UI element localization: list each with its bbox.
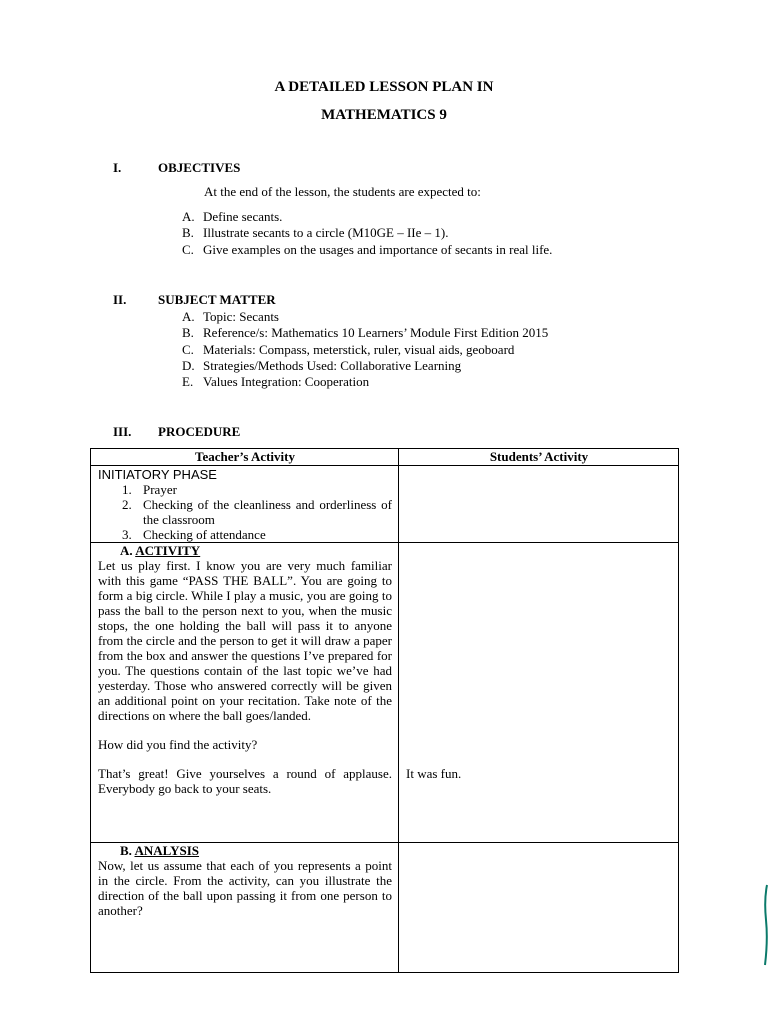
- initiatory-phase-heading: INITIATORY PHASE: [98, 467, 217, 482]
- table-header-row: [91, 449, 679, 466]
- initiatory-list: [98, 482, 392, 542]
- subject-matter-number: II.: [113, 292, 127, 307]
- subject-matter-list: [182, 309, 548, 390]
- list-item: 3. Checking of attendance: [122, 527, 266, 542]
- objectives-number: I.: [113, 160, 122, 175]
- column-header-students: Students’ Activity: [399, 449, 679, 466]
- table-row: [91, 543, 679, 843]
- activity-paragraph: Let us play first. I know you are very much familiar with this game “PASS THE BALL”. You are going to form a big circle. While I play a music, you are going to pass the ball to the person next to you, when the music stops, the one holding the ball will pass it to anyone from the circle and the person to get it will draw a paper from the box and answer the questions I’ve prepared for you. The questions contain of the last topic we’ve had yesterday. Those who answered correctly will be given an additional point on your recitation. Take note of the directions on where the ball goes/landed.: [98, 558, 392, 723]
- student-response: It was fun.: [406, 766, 462, 781]
- list-item: E. Values Integration: Cooperation: [182, 374, 370, 390]
- activity-heading: A. ACTIVITY: [120, 543, 201, 558]
- title-line-1: A DETAILED LESSON PLAN IN: [274, 79, 494, 95]
- activity-closing: That’s great! Give yourselves a round of applause. Everybody go back to your seats.: [98, 766, 392, 796]
- list-item: D. Strategies/Methods Used: Collaborative Learning: [182, 357, 462, 373]
- analysis-cell: [91, 843, 399, 973]
- list-item: 2. Checking of the cleanliness and orderliness of the classroom: [122, 497, 392, 527]
- procedure-table: [90, 448, 679, 973]
- column-header-teacher: Teacher’s Activity: [91, 449, 399, 466]
- page-edge-mark: [764, 880, 768, 970]
- analysis-heading: B. ANALYSIS: [120, 843, 200, 858]
- analysis-paragraph: Now, let us assume that each of you represents a point in the circle. From the activity, can you illustrate the direction of the ball upon passing it from one person to another?: [98, 858, 392, 918]
- subject-matter-heading: SUBJECT MATTER: [158, 292, 276, 307]
- list-item: 1. Prayer: [122, 482, 177, 497]
- title-line-2: MATHEMATICS 9: [321, 107, 447, 123]
- procedure-number: III.: [113, 424, 132, 439]
- list-item: C. Materials: Compass, meterstick, ruler, visual aids, geoboard: [182, 341, 515, 357]
- list-item: A. Topic: Secants: [182, 309, 279, 324]
- analysis-students-cell: [399, 843, 679, 973]
- objectives-intro: At the end of the lesson, the students are expected to:: [204, 184, 481, 199]
- objectives-list: [182, 209, 552, 258]
- activity-cell: [91, 543, 399, 843]
- list-item: B. Reference/s: Mathematics 10 Learners’ Module First Edition 2015: [182, 325, 549, 341]
- activity-question: How did you find the activity?: [98, 737, 258, 752]
- table-row: [91, 466, 679, 543]
- objectives-heading: OBJECTIVES: [158, 160, 241, 175]
- activity-students-cell: [399, 543, 679, 843]
- list-item: C. Give examples on the usages and importance of secants in real life.: [182, 241, 553, 257]
- initiatory-students-cell: [399, 466, 679, 543]
- table-row: [91, 843, 679, 973]
- list-item: A. Define secants.: [182, 209, 283, 224]
- list-item: B. Illustrate secants to a circle (M10GE – IIe – 1).: [182, 225, 449, 241]
- procedure-heading: PROCEDURE: [158, 424, 241, 439]
- initiatory-phase-cell: [91, 466, 399, 543]
